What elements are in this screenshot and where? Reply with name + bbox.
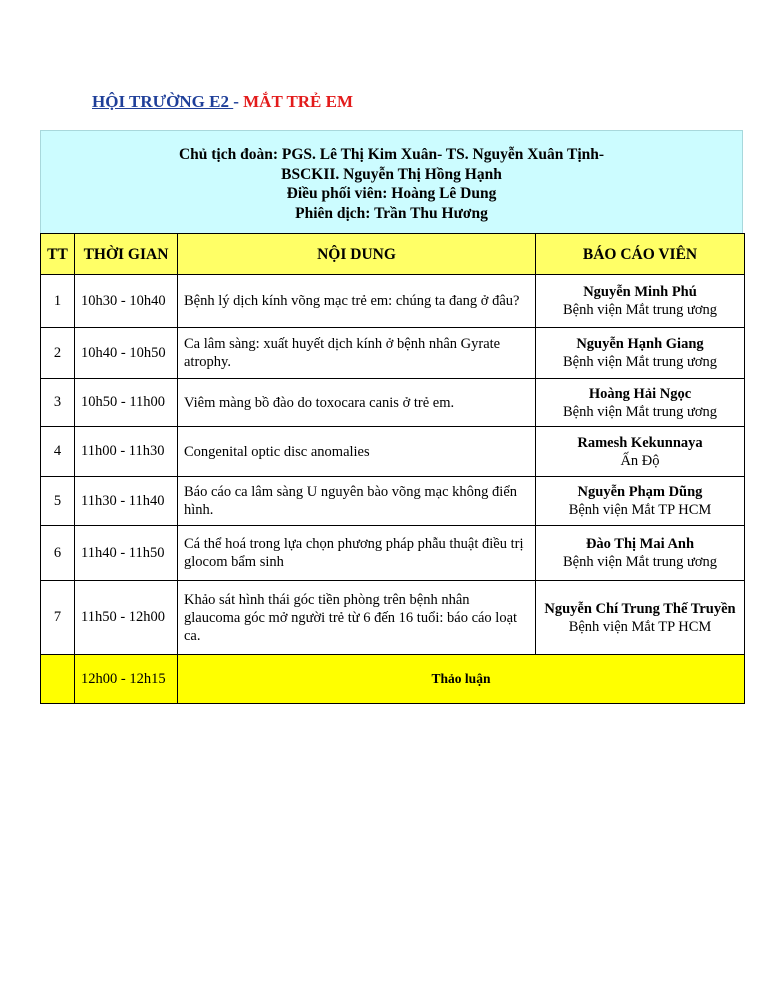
chair-line-2: BSCKII. Nguyễn Thị Hồng Hạnh [281,165,502,183]
table-row [41,477,745,526]
speaker-name: Hoàng Hải Ngọc [588,385,692,402]
row-number: 7 [41,581,75,655]
table-header-row [41,234,745,275]
session-title [92,92,353,112]
discussion-label: Thảo luận [178,655,745,704]
discussion-number [41,655,75,704]
header-time: THỜI GIAN [75,234,178,275]
schedule-table [40,233,745,704]
coordinator-line: Điều phối viên: Hoàng Lê Dung [286,185,497,202]
row-speaker [536,427,745,477]
speaker-org: Bệnh viện Mắt trung ương [562,354,718,370]
row-speaker [536,526,745,581]
row-content: Khảo sát hình thái góc tiền phòng trên bệnh nhân glaucoma góc mở người trẻ từ 6 đến 16 tuổi: báo cáo loạt ca. [178,581,536,655]
discussion-time: 12h00 - 12h15 [75,655,178,704]
row-content: Bệnh lý dịch kính võng mạc trẻ em: chúng ta đang ở đâu? [178,275,536,328]
speaker-org: Ấn Độ [620,452,660,469]
chair-panel [40,130,743,234]
chair-line-1: Chủ tịch đoàn: PGS. Lê Thị Kim Xuân- TS. Nguyễn Xuân Tịnh- [178,146,605,163]
row-time: 10h30 - 10h40 [75,275,178,328]
row-speaker [536,477,745,526]
row-speaker [536,581,745,655]
speaker-org: Bệnh viện Mắt TP HCM [568,502,712,518]
speaker-org: Bệnh viện Mắt trung ương [562,302,718,318]
speaker-name: Đào Thị Mai Anh [585,536,695,552]
row-time: 10h50 - 11h00 [75,379,178,427]
row-content: Ca lâm sàng: xuất huyết dịch kính ở bệnh nhân Gyrate atrophy. [178,328,536,379]
speaker-org: Bệnh viện Mắt trung ương [562,554,718,570]
row-time: 10h40 - 10h50 [75,328,178,379]
row-number: 2 [41,328,75,379]
speaker-name: Nguyễn Hạnh Giang [576,336,704,352]
table-row [41,328,745,379]
row-number: 5 [41,477,75,526]
row-speaker [536,379,745,427]
row-number: 3 [41,379,75,427]
speaker-org: Bệnh viện Mắt TP HCM [568,618,712,635]
row-time: 11h00 - 11h30 [75,427,178,477]
table-row [41,275,745,328]
speaker-name: Nguyễn Phạm Dũng [577,484,703,500]
row-time: 11h40 - 11h50 [75,526,178,581]
row-content: Congenital optic disc anomalies [178,427,536,477]
row-content: Báo cáo ca lâm sàng U nguyên bào võng mạc không điển hình. [178,477,536,526]
header-content: NỘI DUNG [178,234,536,275]
row-number: 4 [41,427,75,477]
row-speaker [536,328,745,379]
row-time: 11h50 - 12h00 [75,581,178,655]
speaker-name: Nguyễn Minh Phú [583,284,697,300]
row-time: 11h30 - 11h40 [75,477,178,526]
table-row [41,526,745,581]
session-topic: MẮT TRẺ EM [243,92,354,111]
speaker-name: Nguyễn Chí Trung Thế Truyền [544,600,736,617]
row-number: 1 [41,275,75,328]
row-number: 6 [41,526,75,581]
speaker-org: Bệnh viện Mắt trung ương [562,403,718,420]
table-row [41,379,745,427]
title-separator: - [233,92,244,111]
header-speaker: BÁO CÁO VIÊN [536,234,745,275]
table-row [41,581,745,655]
speaker-name: Ramesh Kekunnaya [577,434,703,451]
row-speaker [536,275,745,328]
hall-name: HỘI TRƯỜNG E2 [92,92,234,111]
table-row [41,427,745,477]
row-content: Viêm màng bồ đào do toxocara canis ở trẻ em. [178,379,536,427]
row-content: Cá thể hoá trong lựa chọn phương pháp phẫu thuật điều trị glocom bẩm sinh [178,526,536,581]
header-tt: TT [41,234,75,275]
discussion-row [41,655,745,704]
interpreter-line: Phiên dịch: Trần Thu Hương [295,204,488,222]
